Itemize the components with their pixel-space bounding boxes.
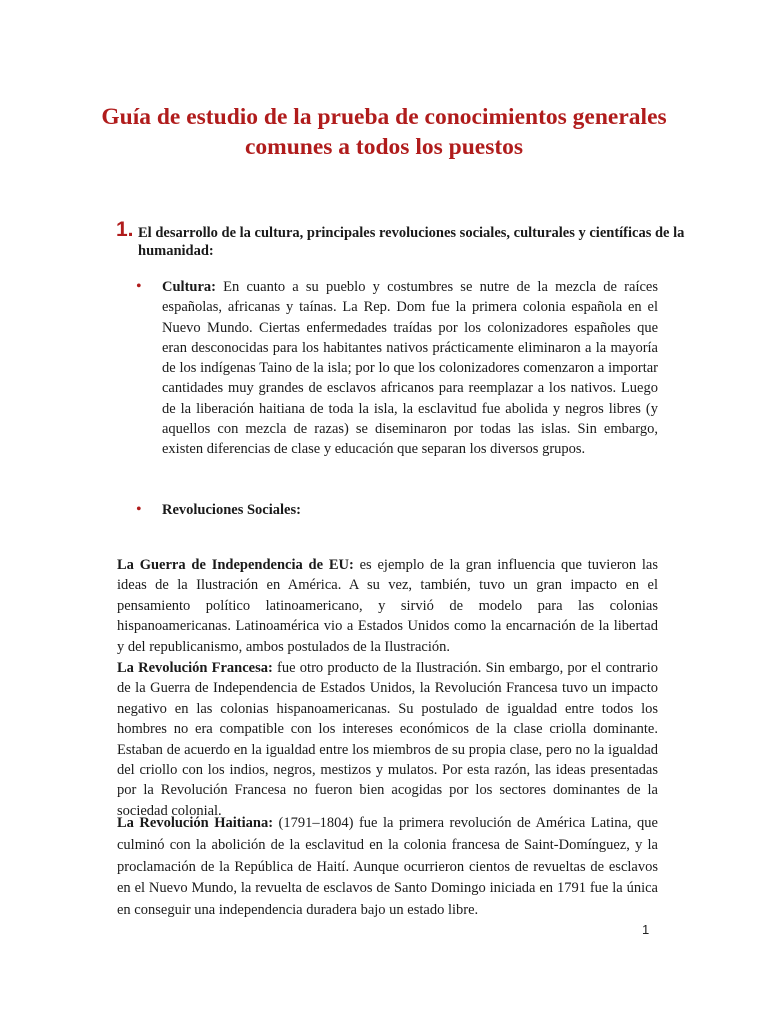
paragraph-revolucion-haitiana [117, 813, 658, 922]
paragraph-label: La Revolución Haitiana: [117, 815, 274, 831]
bullet-label: Revoluciones Sociales: [162, 502, 301, 518]
paragraph-text: (1791–1804) fue la primera revolución de América Latina, que culminó con la abolición de la esclavitud en la colonia francesa de Saint-Domínguez, y la proclamación de la República de Haití. Aunque ocurrieron cientos de revueltas de esclavos en el Nuevo Mundo, la revuelta de esclavos de Santo Domingo iniciada en 1791 fue la única en conseguir una independencia duradera bajo un estado libre. [117, 815, 658, 919]
bullet-revoluciones-sociales [162, 500, 658, 520]
bullet-marker: • [136, 278, 142, 295]
section-number: 1. [116, 218, 134, 241]
bullet-text: En cuanto a su pueblo y costumbres se nutre de la mezcla de raíces españolas, africanas y taínas. La Rep. Dom fue la primera colonia española en el Nuevo Mundo. Ciertas enfermedades traídas por los colonizadores españoles que eran desconocidas para los habitantes nativos prácticamente eliminaron a la mayoría de los indígenas Taino de la isla; por lo que los colonizadores comenzaron a importar cantidades muy grandes de esclavos africanos para reemplazar a los nativos. Luego de la liberación haitiana de toda la isla, la esclavitud fue abolida y negros libres (y aquellos con mezcla de razas) se diseminaron por todas las islas. Sin embargo, existen diferencias de clase y educación que separan los diversos grupos. [162, 279, 658, 458]
bullet-label: Cultura: [162, 279, 216, 295]
bullet-marker: • [136, 501, 142, 518]
document-title: Guía de estudio de la prueba de conocimientos generales comunes a todos los puestos [101, 104, 667, 160]
bullet-cultura [162, 277, 658, 460]
section-title: El desarrollo de la cultura, principales revoluciones sociales, culturales y científicas de la humanidad: [138, 225, 685, 259]
paragraph-label: La Revolución Francesa: [117, 660, 273, 676]
paragraph-label: La Guerra de Independencia de EU: [117, 557, 354, 573]
paragraph-revolucion-francesa [117, 658, 658, 821]
paragraph-text: es ejemplo de la gran influencia que tuvieron las ideas de la Ilustración en América. A su vez, también, tuvo un gran impacto en el pensamiento político latinoamericano, y sirvió de modelo para las colonias hispanoamericanas. Latinoamérica vio a Estados Unidos como la encarnación de la libertad y del republicanismo, ambos postulados de la Ilustración. [117, 557, 658, 655]
paragraph-text: fue otro producto de la Ilustración. Sin embargo, por el contrario de la Guerra de Independencia de Estados Unidos, la Revolución Francesa tuvo un impacto negativo en las colonias hispanoamericanas. Su postulado de igualdad entre todos los hombres no era compatible con los intereses económicos de la clase criolla dominante. Estaban de acuerdo en la igualdad entre los miembros de su propia clase, pero no la igualdad del criollo con los indios, negros, mestizos y mulatos. Por esta razón, las ideas presentadas por la Revolución Francesa no fueron bien acogidas por los sectores dominantes de la sociedad colonial. [117, 660, 658, 819]
paragraph-guerra-independencia [117, 555, 658, 657]
page-number: 1 [642, 922, 650, 937]
